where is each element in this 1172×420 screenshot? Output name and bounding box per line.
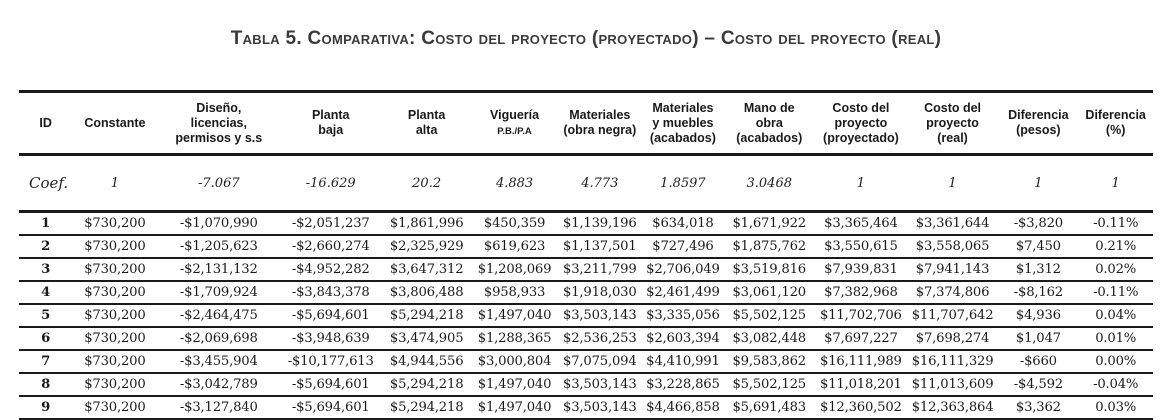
row-id: 6: [19, 327, 72, 350]
table-cell: $11,013,609: [907, 373, 999, 396]
table-cell: $730,200: [72, 235, 157, 258]
table-cell: $3,082,448: [723, 327, 815, 350]
table-cell: $12,360,502: [815, 396, 907, 419]
coef-cell: 1: [1078, 155, 1153, 212]
table-cell: $12,363,864: [907, 396, 999, 419]
table-cell: $5,691,483: [723, 396, 815, 419]
table-cell: $1,139,196: [557, 212, 642, 236]
table-cell: $1,497,040: [472, 304, 557, 327]
table-row: [19, 350, 1153, 373]
table-cell: $1,137,501: [557, 235, 642, 258]
table-cell: $3,503,143: [557, 304, 642, 327]
col-header-vigueria: Viguería P.B./P.A: [472, 92, 557, 155]
table-cell: $3,647,312: [381, 258, 472, 281]
table-row: [19, 212, 1153, 236]
table-cell: -0.11%: [1078, 281, 1153, 304]
table-cell: $450,359: [472, 212, 557, 236]
table-cell: $11,702,706: [815, 304, 907, 327]
table-row: [19, 304, 1153, 327]
row-id: 9: [19, 396, 72, 419]
table-cell: $2,461,499: [642, 281, 723, 304]
row-id: 8: [19, 373, 72, 396]
table-cell: -$2,131,132: [158, 258, 281, 281]
table-row: [19, 327, 1153, 350]
table-cell: $7,939,831: [815, 258, 907, 281]
table-row: [19, 258, 1153, 281]
coef-cell: 4.773: [557, 155, 642, 212]
col-header-materiales-obra-negra: Materiales (obra negra): [557, 92, 642, 155]
table-cell: $730,200: [72, 396, 157, 419]
table-cell: 0.01%: [1078, 327, 1153, 350]
table-cell: $1,861,996: [381, 212, 472, 236]
table-cell: -$3,042,789: [158, 373, 281, 396]
coef-row: [19, 155, 1153, 212]
table-cell: $4,466,858: [642, 396, 723, 419]
table-cell: -$1,205,623: [158, 235, 281, 258]
table-cell: $7,075,094: [557, 350, 642, 373]
table-cell: -$4,592: [998, 373, 1078, 396]
col-header-id: ID: [19, 92, 72, 155]
table-cell: -$4,952,282: [280, 258, 381, 281]
table-cell: -$660: [998, 350, 1078, 373]
table-cell: $3,228,865: [642, 373, 723, 396]
table-cell: -$3,843,378: [280, 281, 381, 304]
table-cell: $3,474,905: [381, 327, 472, 350]
coef-cell: 1: [72, 155, 157, 212]
col-header-diferencia-pesos: Diferencia (pesos): [998, 92, 1078, 155]
col-header-mano-de-obra: Mano de obra (acabados): [723, 92, 815, 155]
coef-cell: -16.629: [280, 155, 381, 212]
table-cell: $3,335,056: [642, 304, 723, 327]
table-cell: $958,933: [472, 281, 557, 304]
table-cell: $4,944,556: [381, 350, 472, 373]
table-cell: $7,941,143: [907, 258, 999, 281]
table-cell: $634,018: [642, 212, 723, 236]
table-cell: $3,806,488: [381, 281, 472, 304]
table-cell: $3,519,816: [723, 258, 815, 281]
coef-cell: 3.0468: [723, 155, 815, 212]
table-cell: $7,382,968: [815, 281, 907, 304]
table-cell: $1,875,762: [723, 235, 815, 258]
table-cell: $5,294,218: [381, 373, 472, 396]
table-cell: $7,697,227: [815, 327, 907, 350]
table-row: [19, 281, 1153, 304]
row-id: 2: [19, 235, 72, 258]
coef-cell: 1.8597: [642, 155, 723, 212]
table-cell: -$5,694,601: [280, 373, 381, 396]
table-title: Tabla 5. Comparativa: Costo del proyecto (proyectado) – Costo del proyecto (real): [230, 28, 942, 49]
row-id: 7: [19, 350, 72, 373]
table-cell: $3,000,804: [472, 350, 557, 373]
table-cell: $2,536,253: [557, 327, 642, 350]
table-cell: -$3,455,904: [158, 350, 281, 373]
table-cell: $1,208,069: [472, 258, 557, 281]
coef-cell: 1: [815, 155, 907, 212]
table-cell: $1,497,040: [472, 373, 557, 396]
table-cell: -0.11%: [1078, 212, 1153, 236]
table-row: [19, 396, 1153, 419]
col-header-costo-proyectado: Costo del proyecto (proyectado): [815, 92, 907, 155]
table-cell: $11,018,201: [815, 373, 907, 396]
table-cell: $2,603,394: [642, 327, 723, 350]
table-cell: $1,047: [998, 327, 1078, 350]
table-cell: -$8,162: [998, 281, 1078, 304]
table-cell: $1,497,040: [472, 396, 557, 419]
table-cell: $5,502,125: [723, 373, 815, 396]
row-id: 4: [19, 281, 72, 304]
table-cell: $3,362: [998, 396, 1078, 419]
table-cell: 0.04%: [1078, 304, 1153, 327]
table-cell: $3,503,143: [557, 373, 642, 396]
table-cell: -$5,694,601: [280, 304, 381, 327]
row-id: 1: [19, 212, 72, 236]
coef-label: Coef.: [19, 155, 72, 212]
coef-cell: 4.883: [472, 155, 557, 212]
table-cell: $1,918,030: [557, 281, 642, 304]
table-cell: -$2,660,274: [280, 235, 381, 258]
table-cell: $730,200: [72, 373, 157, 396]
table-cell: -$1,070,990: [158, 212, 281, 236]
table-cell: 0.03%: [1078, 396, 1153, 419]
col-header-diferencia-pct: Diferencia (%): [1078, 92, 1153, 155]
table-cell: $2,706,049: [642, 258, 723, 281]
table-cell: $730,200: [72, 281, 157, 304]
coef-cell: 20.2: [381, 155, 472, 212]
table-cell: $16,111,989: [815, 350, 907, 373]
table-cell: -$2,069,698: [158, 327, 281, 350]
coef-cell: 1: [907, 155, 999, 212]
table-cell: $7,374,806: [907, 281, 999, 304]
col-header-materiales-muebles: Materiales y muebles (acabados): [642, 92, 723, 155]
table-cell: $619,623: [472, 235, 557, 258]
comparison-table: [19, 90, 1153, 420]
table-cell: $3,558,065: [907, 235, 999, 258]
table-cell: $3,503,143: [557, 396, 642, 419]
table-cell: $5,294,218: [381, 304, 472, 327]
table-row: [19, 373, 1153, 396]
table-cell: $730,200: [72, 304, 157, 327]
table-cell: $3,361,644: [907, 212, 999, 236]
col-header-planta-baja: Planta baja: [280, 92, 381, 155]
table-cell: -$3,127,840: [158, 396, 281, 419]
table-cell: 0.00%: [1078, 350, 1153, 373]
table-cell: $16,111,329: [907, 350, 999, 373]
table-cell: $1,288,365: [472, 327, 557, 350]
table-cell: $3,211,799: [557, 258, 642, 281]
col-header-planta-alta: Planta alta: [381, 92, 472, 155]
table-cell: 0.21%: [1078, 235, 1153, 258]
table-cell: $3,061,120: [723, 281, 815, 304]
table-cell: $9,583,862: [723, 350, 815, 373]
table-cell: -$10,177,613: [280, 350, 381, 373]
table-cell: $2,325,929: [381, 235, 472, 258]
table-cell: $730,200: [72, 350, 157, 373]
table-cell: $7,698,274: [907, 327, 999, 350]
table-cell: $4,936: [998, 304, 1078, 327]
table-cell: $3,550,615: [815, 235, 907, 258]
table-cell: $4,410,991: [642, 350, 723, 373]
table-cell: -$1,709,924: [158, 281, 281, 304]
table-row: [19, 235, 1153, 258]
table-cell: -$2,051,237: [280, 212, 381, 236]
table-cell: $7,450: [998, 235, 1078, 258]
table-cell: $730,200: [72, 327, 157, 350]
row-id: 3: [19, 258, 72, 281]
table-cell: $1,671,922: [723, 212, 815, 236]
col-header-constante: Constante: [72, 92, 157, 155]
table-cell: $730,200: [72, 258, 157, 281]
table-cell: -$3,820: [998, 212, 1078, 236]
table-cell: $5,294,218: [381, 396, 472, 419]
coef-cell: 1: [998, 155, 1078, 212]
col-header-diseno: Diseño, licencias, permisos y s.s: [158, 92, 281, 155]
table-cell: $3,365,464: [815, 212, 907, 236]
table-cell: $730,200: [72, 212, 157, 236]
coef-cell: -7.067: [158, 155, 281, 212]
header-row: [19, 92, 1153, 155]
table-cell: $727,496: [642, 235, 723, 258]
table-cell: -$5,694,601: [280, 396, 381, 419]
table-cell: $11,707,642: [907, 304, 999, 327]
table-cell: $5,502,125: [723, 304, 815, 327]
table-cell: -0.04%: [1078, 373, 1153, 396]
col-header-costo-real: Costo del proyecto (real): [907, 92, 999, 155]
table-cell: -$2,464,475: [158, 304, 281, 327]
table-cell: -$3,948,639: [280, 327, 381, 350]
row-id: 5: [19, 304, 72, 327]
table-cell: 0.02%: [1078, 258, 1153, 281]
table-cell: $1,312: [998, 258, 1078, 281]
